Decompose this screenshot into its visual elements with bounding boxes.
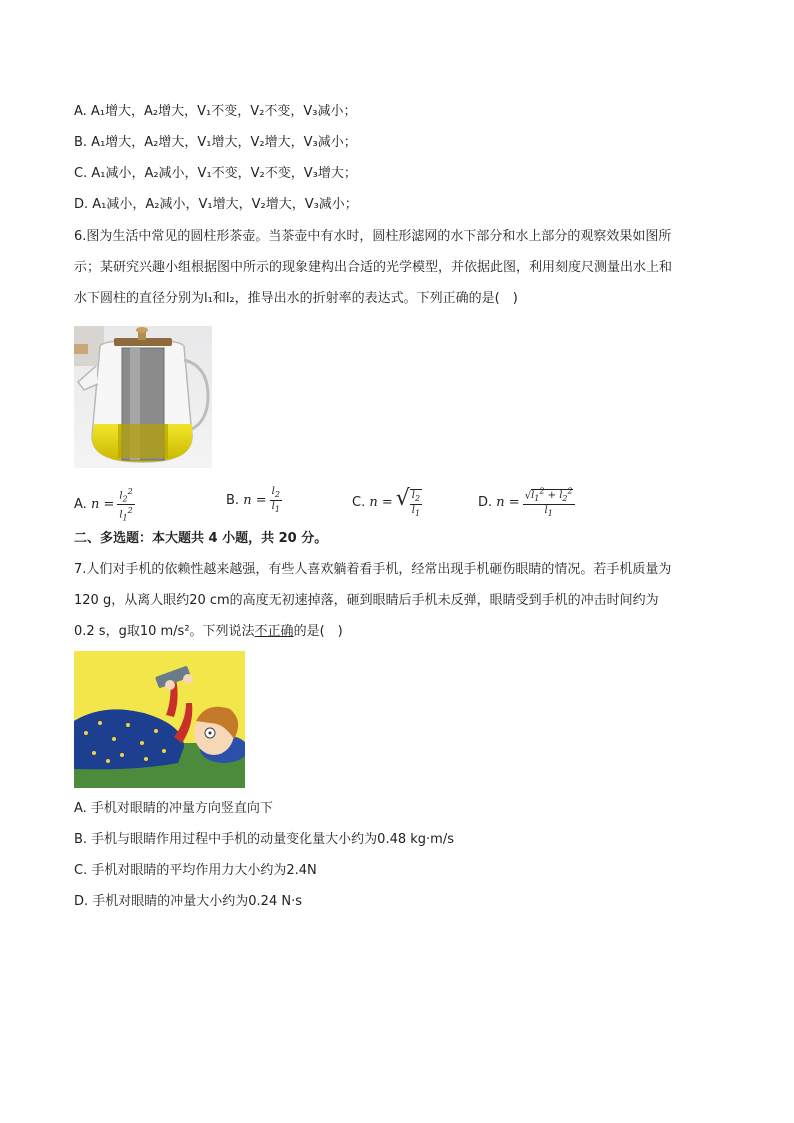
q6-option-c-eq: n = xyxy=(369,494,393,510)
q6-stem-line-1: 6.图为生活中常见的圆柱形茶壶。当茶壶中有水时，圆柱形滤网的水下部分和水上部分的观察效果如图所 xyxy=(74,229,672,244)
q7-stem-line-1: 7.人们对手机的依赖性越来越强，有些人喜欢躺着看手机，经常出现手机砸伤眼睛的情况。若手机质量为 xyxy=(74,562,672,577)
q6-option-a-fraction: $\frac{l_2^2}{l_1^2}$ xyxy=(119,487,133,523)
q5-option-a: A. A₁增大，A₂增大，V₁不变，V₂不变，V₃减小； xyxy=(74,104,357,119)
q7-stem-line-3-pre: 0.2 s，g取10 m/s²。下列说法 xyxy=(74,624,255,639)
q7-stem-line-3 xyxy=(74,623,343,641)
q6-option-c xyxy=(352,486,422,519)
q6-option-b-eq: n = xyxy=(243,492,267,508)
q6-option-b xyxy=(226,486,282,515)
q6-option-d-eq: n = xyxy=(496,494,520,510)
q6-option-d-fraction: $\frac{√l_1^2 + l_2^2}{l_1}$ xyxy=(524,487,573,519)
q7-not-correct-emphasis: 不正确 xyxy=(254,624,294,639)
section-header-multiple-choice: 二、多选题：本大题共 4 小题，共 20 分。 xyxy=(74,531,328,546)
q6-stem-line-2: 示；某研究兴趣小组根据图中所示的现象建构出合适的光学模型，并依据此图，利用刻度尺测量出水上和 xyxy=(74,260,673,275)
q6-option-c-sqrt: √ $\frac{l_2}{l_1}$ xyxy=(395,486,421,518)
q7-option-a: A. 手机对眼睛的冲量方向竖直向下 xyxy=(74,801,273,816)
q6-option-b-label: B. xyxy=(226,492,240,508)
q6-option-a-label: A. xyxy=(74,496,87,512)
q7-option-c: C. 手机对眼睛的平均作用力大小约为2.4N xyxy=(74,863,317,878)
q6-option-c-label: C. xyxy=(352,494,366,510)
q6-option-d xyxy=(478,486,575,519)
q5-option-d: D. A₁减小，A₂减小，V₁增大，V₂增大，V₃减小； xyxy=(74,197,358,212)
q6-option-a-eq: n = xyxy=(90,496,115,512)
q5-option-c: C. A₁减小，A₂减小，V₁不变，V₂不变，V₃增大； xyxy=(74,166,357,181)
q7-option-b: B. 手机与眼睛作用过程中手机的动量变化量大小约为0.48 kg·m/s xyxy=(74,832,454,847)
q5-option-b: B. A₁增大，A₂增大，V₁增大，V₂增大，V₃减小； xyxy=(74,135,357,150)
q6-option-b-fraction: $\frac{l_2}{l_1}$ xyxy=(271,486,280,514)
teapot-image xyxy=(74,326,212,468)
phone-in-bed-illustration xyxy=(74,651,245,788)
q7-stem-line-3-post: 的是( ) xyxy=(293,624,343,639)
q6-option-d-label: D. xyxy=(478,494,493,510)
q6-stem-line-3: 水下圆柱的直径分别为l₁和l₂，推导出水的折射率的表达式。下列正确的是( ) xyxy=(74,291,518,306)
q7-stem-line-2: 120 g，从离人眼约20 cm的高度无初速掉落，砸到眼睛后手机未反弹，眼睛受到手机的冲击时间约为 xyxy=(74,593,659,608)
q6-option-a xyxy=(74,486,135,524)
q7-option-d: D. 手机对眼睛的冲量大小约为0.24 N·s xyxy=(74,894,302,909)
